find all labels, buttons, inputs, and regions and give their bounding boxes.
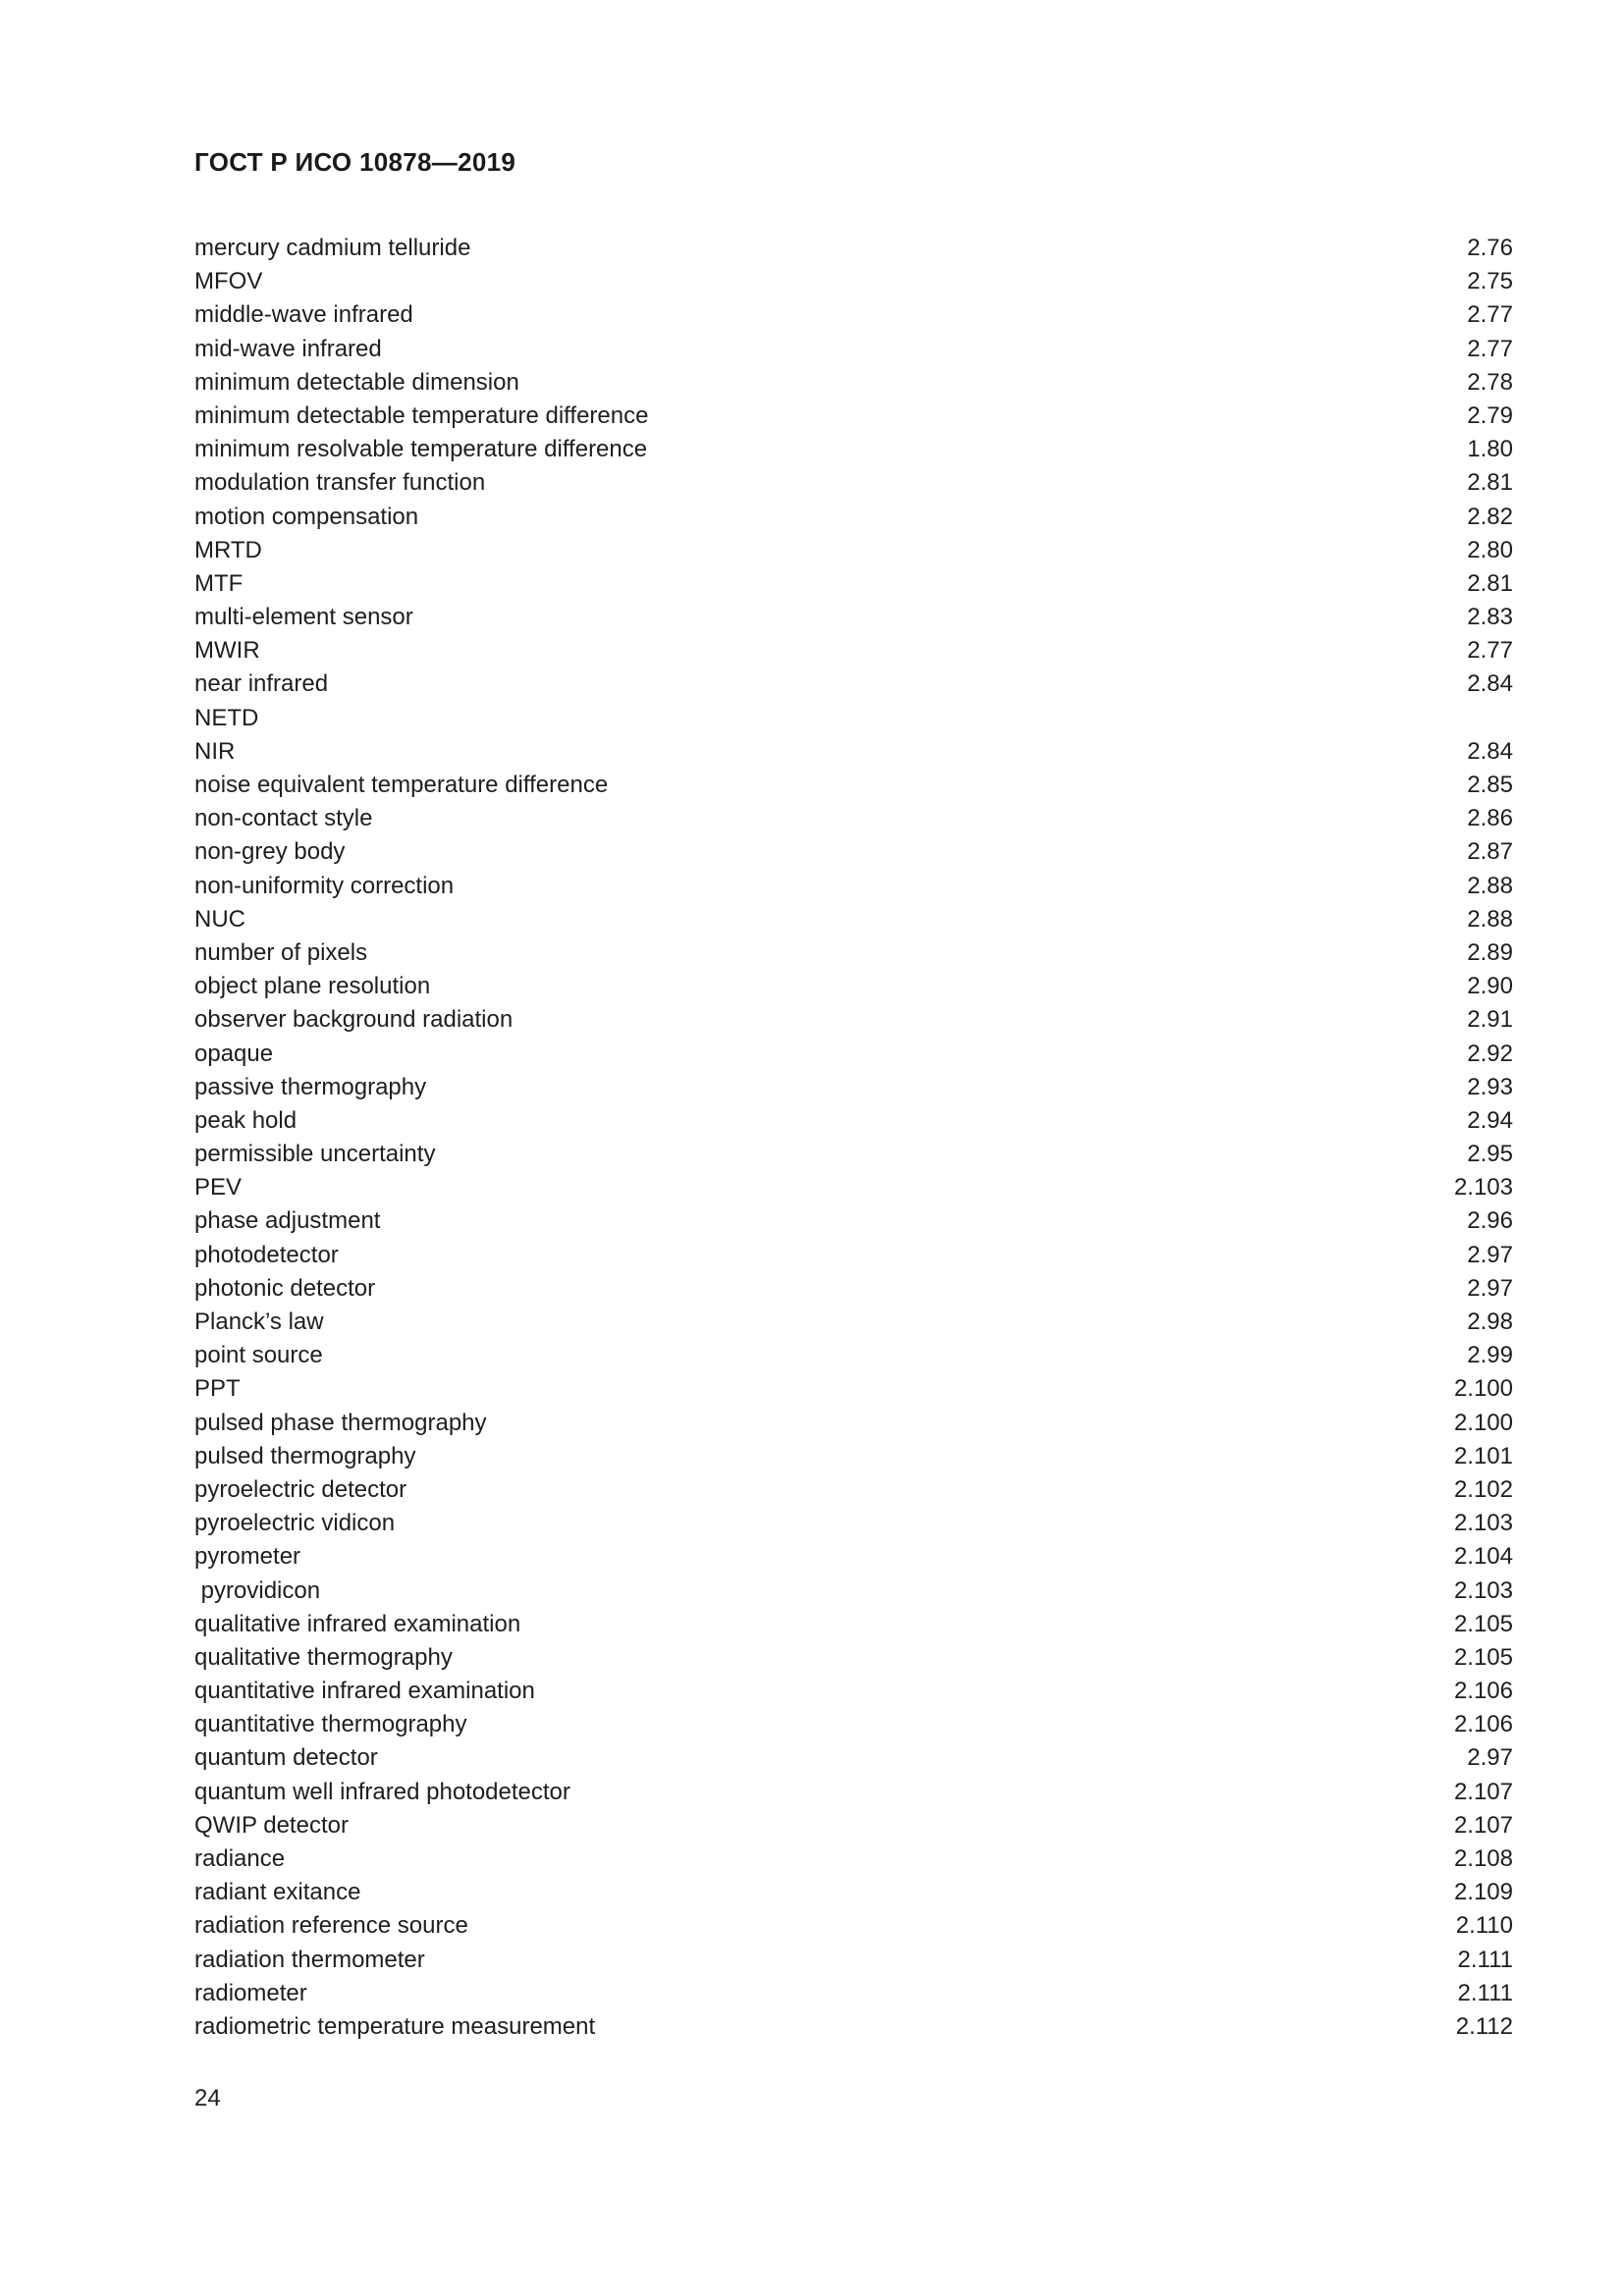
index-ref-number: 2.110 — [1455, 1912, 1513, 1940]
index-ref-number: 2.81 — [1467, 569, 1513, 597]
index-ref-number: 2.109 — [1453, 1879, 1513, 1906]
index-ref-number: 2.86 — [1467, 805, 1513, 832]
index-ref-number: 2.88 — [1467, 872, 1513, 899]
index-term: non-contact style — [194, 805, 373, 832]
index-entry — [194, 1909, 1513, 1943]
index-ref-number: 2.104 — [1453, 1543, 1513, 1571]
index-term: noise equivalent temperature difference — [194, 772, 609, 798]
index-ref-number: 2.107 — [1453, 1778, 1513, 1805]
index-entry — [194, 1708, 1513, 1741]
index-entry — [194, 1407, 1513, 1440]
index-term: number of pixels — [194, 938, 368, 966]
index-ref-number: 2.75 — [1467, 268, 1513, 295]
index-entry — [194, 1339, 1513, 1372]
index-ref-number: 2.90 — [1467, 973, 1513, 1000]
index-term: minimum detectable temperature difference — [194, 401, 649, 429]
index-ref-number: 1.80 — [1467, 436, 1513, 463]
index-term: radiation reference source — [194, 1912, 468, 1940]
index-ref-number: 2.101 — [1453, 1442, 1513, 1469]
index-entry — [194, 1038, 1513, 1071]
index-entry — [194, 903, 1513, 936]
index-term: photodetector — [194, 1241, 339, 1268]
index-term: quantum well infrared photodetector — [194, 1778, 570, 1805]
index-ref-number: 2.82 — [1467, 503, 1513, 530]
index-ref-number: 2.102 — [1453, 1475, 1513, 1503]
index-ref-number: 2.96 — [1467, 1207, 1513, 1235]
index-term: mercury cadmium telluride — [194, 235, 471, 261]
index-term: pulsed thermography — [194, 1442, 416, 1469]
index-term: photonic detector — [194, 1274, 376, 1302]
index-term: NUC — [194, 905, 245, 933]
index-entry — [194, 1372, 1513, 1406]
index-term: radiant exitance — [194, 1879, 361, 1906]
index-entry — [194, 1440, 1513, 1473]
index-term: modulation transfer function — [194, 469, 486, 497]
index-entry — [194, 1171, 1513, 1204]
index-ref-number: 2.94 — [1467, 1106, 1513, 1134]
index-term: PPT — [194, 1375, 241, 1403]
index-ref-number: 2.76 — [1467, 235, 1513, 261]
index-term: qualitative infrared examination — [194, 1610, 521, 1637]
index-entry — [194, 1003, 1513, 1037]
index-term: peak hold — [194, 1106, 298, 1134]
index-entry — [194, 970, 1513, 1003]
index-ref-number: 2.106 — [1453, 1678, 1513, 1705]
index-term: MTF — [194, 569, 244, 597]
index-entry — [194, 366, 1513, 400]
index-term: motion compensation — [194, 503, 419, 530]
index-term: radiance — [194, 1845, 286, 1872]
index-entry — [194, 1272, 1513, 1306]
index-entry — [194, 1204, 1513, 1238]
index-ref-number: 2.85 — [1467, 772, 1513, 798]
index-entry — [194, 1741, 1513, 1775]
index-term: phase adjustment — [194, 1207, 381, 1235]
index-term: multi-element sensor — [194, 604, 413, 631]
index-ref-number: 2.91 — [1467, 1006, 1513, 1034]
index-term: radiometer — [194, 1979, 307, 2006]
index-entry — [194, 2010, 1513, 2044]
index-ref-number: 2.106 — [1453, 1711, 1513, 1738]
index-ref-number: 2.89 — [1467, 938, 1513, 966]
index-ref-number: 2.103 — [1453, 1576, 1513, 1604]
index-term: mid-wave infrared — [194, 335, 382, 362]
index-term: pulsed phase thermography — [194, 1409, 487, 1436]
index-term: PEV — [194, 1174, 243, 1201]
index-entry — [194, 1507, 1513, 1540]
term-index-list — [194, 232, 1513, 2044]
index-ref-number: 2.84 — [1467, 737, 1513, 765]
index-ref-number: 2.100 — [1453, 1375, 1513, 1403]
index-ref-number: 2.111 — [1457, 1979, 1513, 2006]
index-term: MWIR — [194, 637, 260, 665]
index-entry — [194, 265, 1513, 298]
index-entry — [194, 1540, 1513, 1574]
index-entry — [194, 232, 1513, 265]
index-term: non-uniformity correction — [194, 872, 455, 899]
index-entry — [194, 936, 1513, 970]
index-entry — [194, 1776, 1513, 1809]
index-entry — [194, 1575, 1513, 1608]
index-ref-number: 2.81 — [1467, 469, 1513, 497]
index-ref-number: 2.108 — [1453, 1845, 1513, 1872]
index-ref-number: 2.77 — [1467, 301, 1513, 329]
index-entry — [194, 466, 1513, 500]
index-term: passive thermography — [194, 1073, 427, 1100]
index-entry — [194, 769, 1513, 802]
index-entry — [194, 870, 1513, 903]
index-entry — [194, 735, 1513, 769]
index-term: near infrared — [194, 670, 329, 698]
index-ref-number: 2.98 — [1467, 1308, 1513, 1335]
index-term: pyroelectric vidicon — [194, 1510, 396, 1537]
index-entry — [194, 1473, 1513, 1507]
index-entry — [194, 534, 1513, 567]
index-entry — [194, 1842, 1513, 1876]
index-term: minimum resolvable temperature difference — [194, 436, 648, 463]
index-ref-number: 2.95 — [1467, 1141, 1513, 1168]
index-ref-number: 2.93 — [1467, 1073, 1513, 1100]
index-ref-number: 2.103 — [1453, 1174, 1513, 1201]
index-entry — [194, 1809, 1513, 1842]
index-term: NIR — [194, 737, 236, 765]
index-ref-number: 2.105 — [1453, 1610, 1513, 1637]
index-ref-number: 2.107 — [1453, 1811, 1513, 1839]
index-entry — [194, 835, 1513, 869]
index-term: object plane resolution — [194, 973, 431, 1000]
index-entry — [194, 601, 1513, 634]
index-term: radiation thermometer — [194, 1946, 425, 1973]
index-term: QWIP detector — [194, 1811, 349, 1839]
index-ref-number: 2.88 — [1467, 905, 1513, 933]
index-entry — [194, 1944, 1513, 1977]
index-entry — [194, 1608, 1513, 1641]
index-entry — [194, 501, 1513, 534]
index-term: NETD — [194, 704, 259, 731]
index-term: radiometric temperature measurement — [194, 2012, 596, 2040]
page-number: 24 — [194, 2085, 221, 2111]
index-entry — [194, 1104, 1513, 1138]
index-term: pyrovidicon — [194, 1576, 321, 1604]
index-term: point source — [194, 1342, 323, 1369]
index-ref-number: 2.99 — [1467, 1342, 1513, 1369]
index-term: pyrometer — [194, 1543, 301, 1571]
index-entry — [194, 1071, 1513, 1104]
index-ref-number: 2.105 — [1453, 1643, 1513, 1671]
index-ref-number: 2.77 — [1467, 637, 1513, 665]
index-entry — [194, 400, 1513, 433]
index-ref-number: 2.97 — [1467, 1274, 1513, 1302]
index-entry — [194, 333, 1513, 366]
index-term: Planck’s law — [194, 1308, 324, 1335]
index-ref-number: 2.100 — [1453, 1409, 1513, 1436]
index-ref-number: 2.97 — [1467, 1744, 1513, 1772]
index-ref-number: 2.92 — [1467, 1040, 1513, 1067]
page-header: ГОСТ Р ИСО 10878—2019 — [194, 147, 516, 177]
index-entry — [194, 567, 1513, 601]
index-term: pyroelectric detector — [194, 1475, 407, 1503]
index-term: opaque — [194, 1040, 274, 1067]
index-entry — [194, 1239, 1513, 1272]
index-entry — [194, 634, 1513, 667]
index-ref-number: 2.77 — [1467, 335, 1513, 362]
index-entry — [194, 1138, 1513, 1171]
index-ref-number: 2.80 — [1467, 536, 1513, 563]
index-term: MRTD — [194, 536, 262, 563]
index-term: qualitative thermography — [194, 1643, 453, 1671]
index-term: middle-wave infrared — [194, 301, 413, 329]
index-ref-number: 2.79 — [1467, 401, 1513, 429]
index-ref-number: 2.97 — [1467, 1241, 1513, 1268]
index-entry — [194, 433, 1513, 466]
index-entry — [194, 1675, 1513, 1708]
index-term: non-grey body — [194, 838, 346, 866]
index-term: quantitative infrared examination — [194, 1678, 535, 1705]
index-term: quantitative thermography — [194, 1711, 467, 1738]
index-entry — [194, 1306, 1513, 1339]
index-term: MFOV — [194, 268, 263, 295]
index-ref-number: 2.83 — [1467, 604, 1513, 631]
index-ref-number: 2.103 — [1453, 1510, 1513, 1537]
index-entry — [194, 1876, 1513, 1909]
index-entry — [194, 1641, 1513, 1675]
index-ref-number: 2.111 — [1457, 1946, 1513, 1973]
index-entry — [194, 702, 1513, 735]
index-entry — [194, 298, 1513, 332]
index-entry — [194, 667, 1513, 701]
index-entry — [194, 1977, 1513, 2010]
index-ref-number: 2.78 — [1467, 368, 1513, 396]
index-term: quantum detector — [194, 1744, 378, 1772]
index-term: observer background radiation — [194, 1006, 514, 1034]
index-ref-number: 2.112 — [1455, 2012, 1513, 2040]
index-ref-number: 2.87 — [1467, 838, 1513, 866]
index-entry — [194, 802, 1513, 835]
index-term: permissible uncertainty — [194, 1141, 436, 1168]
index-ref-number: 2.84 — [1467, 670, 1513, 698]
index-term: minimum detectable dimension — [194, 368, 519, 396]
